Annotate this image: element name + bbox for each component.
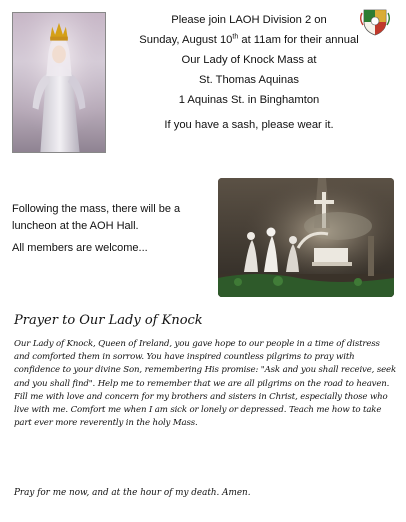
announcement-sash-note: If you have a sash, please wear it. (164, 119, 334, 131)
prayer-closing: Pray for me now, and at the hour of my death. Amen. (14, 488, 251, 498)
our-lady-statue-photo (12, 12, 106, 153)
announcement-date-rest: at 11am for their annual (238, 34, 359, 46)
knock-shrine-altar-photo (218, 178, 394, 297)
announcement-line-3: Our Lady of Knock Mass at (181, 54, 317, 66)
announcement-date-line (118, 34, 380, 54)
announcement-line-4: St. Thomas Aquinas (199, 74, 299, 86)
event-announcement (118, 14, 380, 139)
announcement-date-ordinal: th (232, 33, 239, 41)
luncheon-info (12, 201, 212, 257)
announcement-line-1: Please join LAOH Division 2 on (171, 14, 327, 26)
prayer-body: Our Lady of Knock, Queen of Ireland, you gave hope to our people in a time of distress and comforted them in sorrow. You have inspired countless pilgrims to pray with confidence to your divine Son, remembering His promise: "Ask and you shall receive, seek and you shall find". Help me to remember that we are all pilgrims on the road to heaven. Fill me with love and concern for my brothers and sisters in Christ, especially those who live with me. Comfort me when I am sick or lonely or depressed. Teach me how to take part ever more reverently in the holy Mass. (14, 339, 397, 429)
welcome-text: All members are welcome... (12, 242, 148, 254)
prayer-title: Prayer to Our Lady of Knock (14, 313, 203, 328)
announcement-date: Sunday, August 10 (139, 34, 233, 46)
luncheon-text: Following the mass, there will be a luncheon at the AOH Hall. (12, 203, 181, 232)
announcement-line-5: 1 Aquinas St. in Binghamton (178, 94, 320, 106)
